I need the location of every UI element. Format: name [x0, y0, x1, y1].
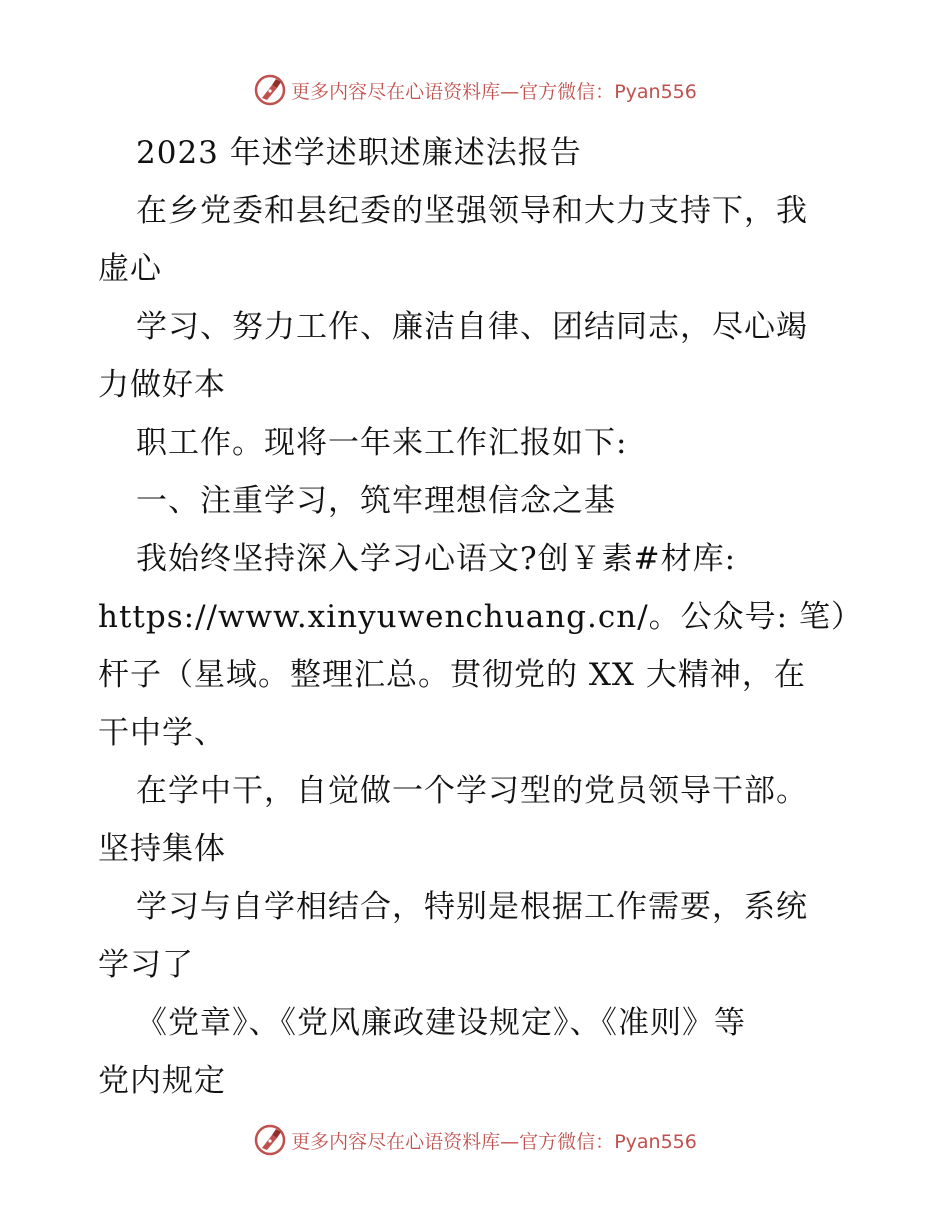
watermark-text: 更多内容尽在心语资料库—官方微信：Pyan556	[291, 80, 697, 103]
paragraph-line: 《党章》、《党风廉政建设规定》、《准则》等	[136, 1005, 746, 1041]
section-heading: 一、注重学习，筑牢理想信念之基	[136, 483, 616, 519]
paragraph-line: 在乡党委和县纪委的坚强领导和大力支持下，我	[136, 193, 808, 229]
paragraph-line: 学习了	[98, 947, 194, 983]
paragraph-line: 学习与自学相结合，特别是根据工作需要，系统	[136, 889, 808, 925]
paragraph-line: 虚心	[98, 251, 162, 287]
paragraph-line: 我始终坚持深入学习心语文?创￥素#材库:	[136, 541, 737, 577]
document-body	[98, 124, 868, 1110]
paragraph-line: 在学中干，自觉做一个学习型的党员领导干部。	[136, 773, 808, 809]
pen-nib-logo-icon	[253, 1123, 287, 1157]
paragraph-line: 学习、努力工作、廉洁自律、团结同志，尽心竭	[136, 309, 808, 345]
header-watermark-banner	[0, 70, 950, 110]
paragraph-line: https://www.xinyuwenchuang.cn/。公众号: 笔）	[98, 599, 863, 635]
paragraph-line: 职工作。现将一年来工作汇报如下:	[136, 425, 628, 461]
paragraph-line: 力做好本	[98, 367, 226, 403]
paragraph-line: 坚持集体	[98, 831, 226, 867]
paragraph-line: 杆子（星域。整理汇总。贯彻党的 XX 大精神，在	[98, 657, 806, 693]
paragraph-line: 党内规定	[98, 1063, 226, 1099]
footer-watermark-banner	[0, 1120, 950, 1160]
watermark-text: 更多内容尽在心语资料库—官方微信：Pyan556	[291, 1130, 697, 1153]
document-title: 2023 年述学述职述廉述法报告	[136, 135, 582, 171]
paragraph-line: 干中学、	[98, 715, 226, 751]
pen-nib-logo-icon	[253, 73, 287, 107]
